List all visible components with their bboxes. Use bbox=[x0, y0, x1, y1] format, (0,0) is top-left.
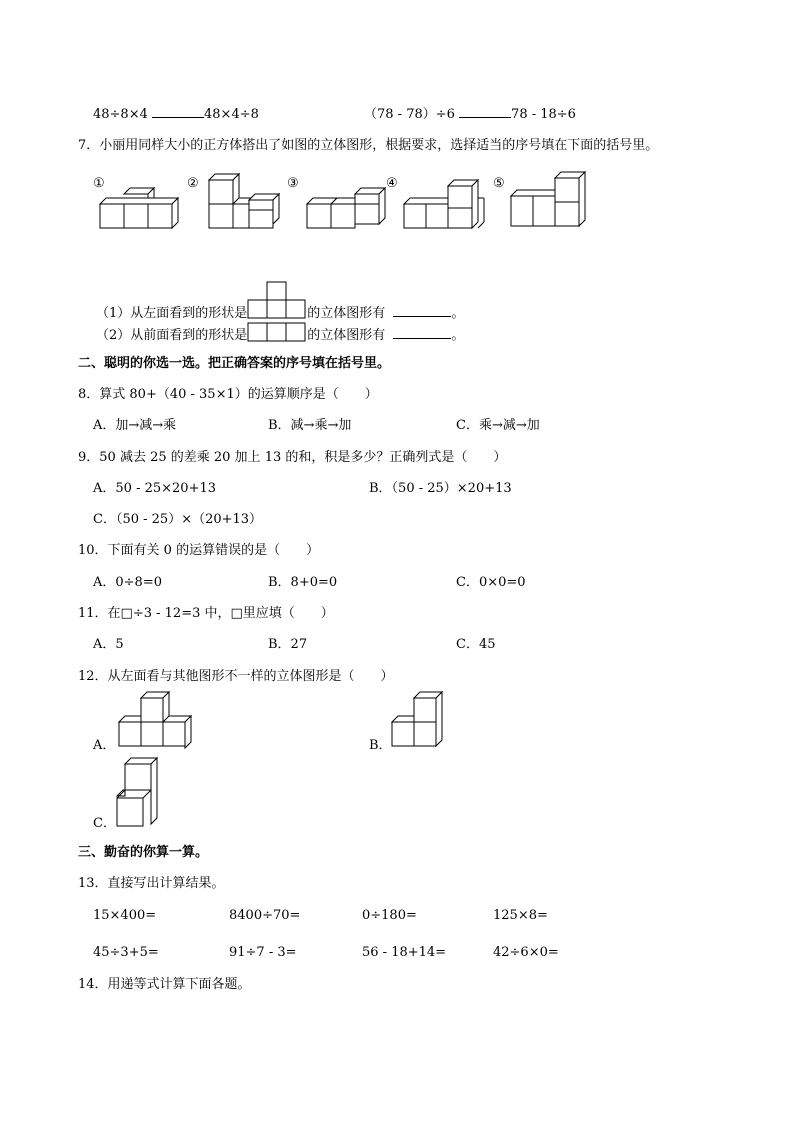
calc-item[interactable]: 45÷3+5= bbox=[93, 945, 159, 960]
q12-figure-c bbox=[115, 756, 165, 830]
q7-stem: 7．小丽用同样大小的正方体搭出了如图的立体图形，根据要求，选择适当的序号填在下面的括号里。 bbox=[78, 138, 659, 153]
calc-item[interactable]: 42÷6×0= bbox=[493, 945, 559, 960]
q8-option-b[interactable]: B．减→乘→加 bbox=[268, 418, 352, 433]
q7-sub2-post: 的立体图形有 bbox=[307, 328, 386, 343]
compare-left bbox=[93, 105, 259, 123]
q8-option-c[interactable]: C．乘→减→加 bbox=[456, 418, 540, 433]
q9-option-c[interactable]: C．（50 - 25）×（20+13） bbox=[93, 512, 263, 527]
q12-figure-b bbox=[390, 690, 454, 750]
q11-option-a[interactable]: A．5 bbox=[93, 637, 124, 652]
compare-right-a: （78 - 78）÷6 bbox=[364, 107, 455, 122]
compare-left-b: 48×4÷8 bbox=[204, 107, 259, 122]
q8-stem: 8．算式 80+（40 - 35×1）的运算顺序是（ ） bbox=[78, 387, 378, 402]
q9-option-a[interactable]: A．50 - 25×20+13 bbox=[93, 481, 216, 496]
q11-stem: 11．在□÷3 - 12=3 中，□里应填（ ） bbox=[78, 606, 334, 621]
compare-left-a: 48÷8×4 bbox=[93, 107, 148, 122]
figure-label-4: ④ bbox=[386, 176, 398, 191]
q7-sub1-pre: （1）从左面看到的形状是 bbox=[96, 306, 248, 321]
q7-sub1-post: 的立体图形有 bbox=[307, 306, 386, 321]
q7-sub2-pre: （2）从前面看到的形状是 bbox=[96, 328, 248, 343]
answer-blank[interactable] bbox=[459, 105, 511, 118]
q10-option-c[interactable]: C．0×0=0 bbox=[456, 575, 526, 590]
calc-item[interactable]: 15×400= bbox=[93, 908, 157, 923]
figure-label-5: ⑤ bbox=[493, 176, 505, 191]
answer-blank[interactable] bbox=[393, 326, 451, 339]
q9-option-b[interactable]: B．（50 - 25）×20+13 bbox=[369, 481, 512, 496]
calc-item[interactable]: 91÷7 - 3= bbox=[229, 945, 297, 960]
q12-stem: 12．从左面看与其他图形不一样的立体图形是（ ） bbox=[78, 669, 394, 684]
cube-figure-4 bbox=[402, 178, 492, 232]
section-2-title: 二、聪明的你选一选。把正确答案的序号填在括号里。 bbox=[78, 356, 391, 371]
section-3-title: 三、勤奋的你算一算。 bbox=[78, 845, 209, 860]
cube-figure-1 bbox=[98, 186, 188, 230]
q12-figure-a bbox=[117, 690, 201, 750]
q10-option-a[interactable]: A．0÷8=0 bbox=[93, 575, 162, 590]
period: 。 bbox=[451, 306, 465, 321]
cube-figure-3 bbox=[305, 186, 389, 232]
cube-figure-2 bbox=[207, 172, 287, 232]
cube-figure-5 bbox=[509, 170, 593, 232]
q7-sub2 bbox=[96, 322, 464, 344]
figure-label-3: ③ bbox=[287, 176, 299, 191]
q12-option-a-label[interactable]: A． bbox=[93, 738, 116, 753]
figure-label-1: ① bbox=[93, 176, 105, 191]
calc-item[interactable]: 0÷180= bbox=[362, 908, 417, 923]
answer-blank[interactable] bbox=[393, 304, 451, 317]
q8-option-a[interactable]: A．加→减→乘 bbox=[93, 418, 177, 433]
q10-stem: 10．下面有关 0 的运算错误的是（ ） bbox=[78, 543, 320, 558]
answer-blank[interactable] bbox=[152, 105, 204, 118]
q7-sub1 bbox=[96, 280, 464, 322]
q14-stem: 14．用递等式计算下面各题。 bbox=[78, 977, 251, 992]
left-view-shape bbox=[247, 280, 307, 320]
compare-right bbox=[364, 105, 576, 123]
q9-stem: 9．50 减去 25 的差乘 20 加上 13 的和，积是多少？正确列式是（ ） bbox=[78, 450, 507, 465]
q13-stem: 13．直接写出计算结果。 bbox=[78, 876, 225, 891]
q10-option-b[interactable]: B．8+0=0 bbox=[268, 575, 338, 590]
q12-option-b-label[interactable]: B． bbox=[369, 738, 392, 753]
q11-option-b[interactable]: B．27 bbox=[268, 637, 308, 652]
q11-option-c[interactable]: C．45 bbox=[456, 637, 496, 652]
period: 。 bbox=[451, 328, 465, 343]
calc-item[interactable]: 8400÷70= bbox=[229, 908, 301, 923]
calc-item[interactable]: 56 - 18+14= bbox=[362, 945, 447, 960]
calc-item[interactable]: 125×8= bbox=[493, 908, 548, 923]
figure-label-2: ② bbox=[187, 176, 199, 191]
q12-option-c-label[interactable]: C． bbox=[93, 816, 116, 831]
front-view-shape bbox=[247, 322, 307, 342]
compare-right-b: 78 - 18÷6 bbox=[511, 107, 576, 122]
